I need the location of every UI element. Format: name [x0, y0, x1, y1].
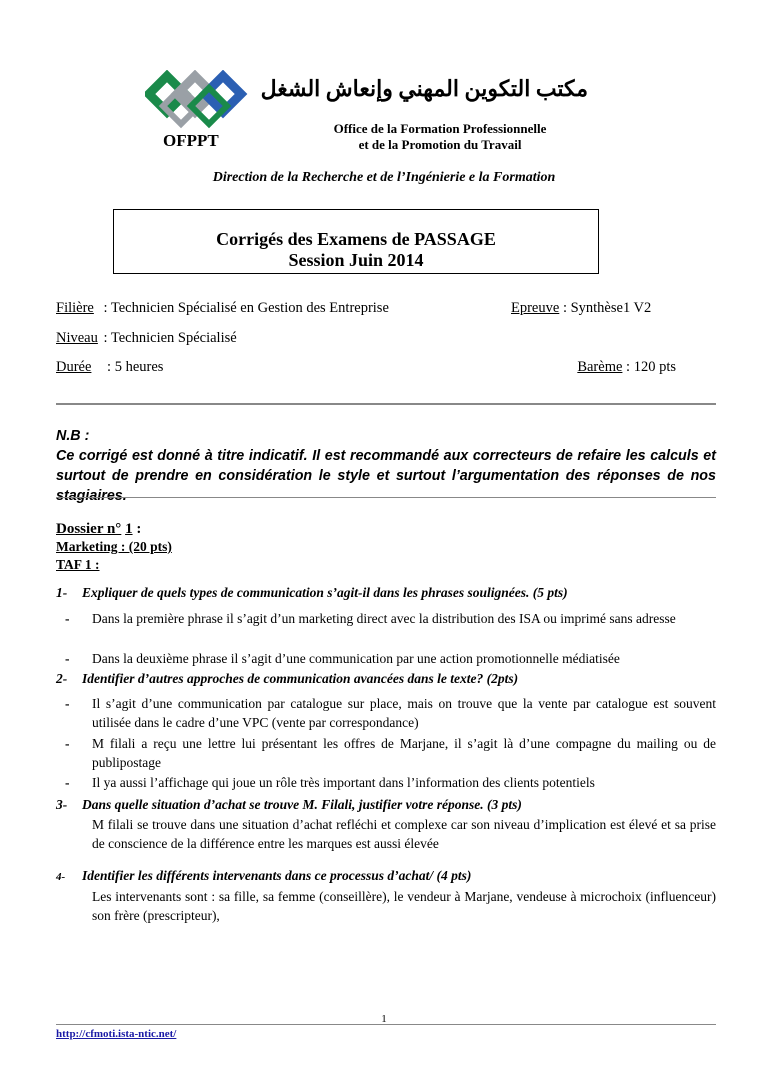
question-text: Dans quelle situation d’achat se trouve M. Filali, justifier votre réponse. (3 pts): [82, 797, 522, 812]
logo-text: OFPPT: [163, 131, 219, 150]
duree-label: Durée: [56, 359, 92, 375]
question-2: [56, 671, 716, 687]
list-item-text: M filali a reçu une lettre lui présentant les offres de Marjane, il s’agit là d’une compagne du mailing ou de publipostage: [92, 736, 716, 770]
list-item: [65, 773, 716, 792]
question-text: Expliquer de quels types de communication s’agit-il dans les phrases soulignées. (5 pts): [82, 585, 568, 600]
question-number: 3-: [56, 797, 68, 812]
divider: [56, 403, 716, 405]
dossier-label: Dossier n°: [56, 521, 122, 537]
title-line-2: Session Juin 2014: [288, 250, 424, 270]
answer-paragraph: M filali se trouve dans une situation d’achat refléchi et complexe car son niveau d’implication est élevé et sa prise de conscience de la différence entre les marques est aussi élevée: [92, 817, 716, 851]
dossier-suffix: :: [132, 521, 142, 537]
question-4: [56, 868, 716, 884]
niveau-label: Niveau: [56, 330, 98, 346]
duree-row: [56, 359, 676, 376]
duree-value: : 5 heures: [107, 359, 164, 375]
filiere-value: : Technicien Spécialisé en Gestion des Entreprise: [103, 300, 389, 316]
nb-note: [56, 426, 716, 506]
nb-title: N.B :: [56, 428, 90, 444]
direction-subtitle: Direction de la Recherche et de l’Ingénierie e la Formation: [212, 170, 556, 185]
epreuve-label: Epreuve: [511, 300, 560, 316]
question-3: [56, 797, 716, 813]
filiere-row: [56, 300, 676, 317]
dossier-heading: [56, 521, 141, 538]
question-text: Identifier d’autres approches de communication avancées dans le texte? (2pts): [82, 671, 519, 686]
ofppt-logo-icon: [145, 70, 265, 132]
list-item: [65, 609, 716, 628]
list-item-text: Il ya aussi l’affichage qui joue un rôle très important dans l’information des clients potentiels: [92, 775, 595, 790]
bullet-dash: -: [65, 651, 70, 666]
arabic-title: مكتب التكوين المهني وإنعاش الشغل: [260, 76, 588, 101]
taf-heading: TAF 1 :: [56, 557, 100, 572]
question-number: 4-: [56, 871, 66, 883]
bareme-field: [577, 359, 676, 376]
list-item-text: Dans la première phrase il s’agit d’un marketing direct avec la distribution des ISA ou imprimé sans adresse: [92, 611, 676, 626]
nb-text: Ce corrigé est donné à titre indicatif. Il est recommandé aux correcteurs de refaire les calculs et surtout de prendre en considération le style et surtout l’argumentation des réponses de nos stagiaires.: [56, 448, 716, 504]
office-line-1: Office de la Formation Professionnelle: [333, 121, 547, 136]
list-item-text: Il s’agit d’une communication par catalogue sur place, mais on trouve que la vente par catalogue est souvent utilisée dans le cadre d’une VPC (vente par correspondance): [92, 696, 716, 730]
bullet-dash: -: [65, 736, 70, 751]
question-1: [56, 585, 716, 601]
bullet-dash: -: [65, 775, 70, 790]
filiere-label: Filière: [56, 300, 94, 316]
marketing-heading: Marketing : (20 pts): [56, 539, 172, 554]
question-number: 1-: [56, 585, 68, 600]
office-line-2: et de la Promotion du Travail: [358, 137, 522, 152]
list-item: [65, 734, 716, 772]
list-item: [65, 649, 716, 668]
epreuve-value: : Synthèse1 V2: [562, 300, 652, 316]
page-number: 1: [381, 1013, 387, 1025]
footer-divider: [56, 1024, 716, 1025]
bareme-value: : 120 pts: [626, 359, 676, 375]
divider: [56, 497, 716, 498]
title-line-1: Corrigés des Examens de PASSAGE: [216, 229, 496, 249]
list-item: [65, 694, 716, 732]
dossier-number: 1: [125, 521, 133, 537]
niveau-row: [56, 330, 676, 347]
bullet-dash: -: [65, 611, 70, 626]
question-text: Identifier les différents intervenants dans ce processus d’achat/ (4 pts): [82, 868, 472, 883]
footer-link[interactable]: http://cfmoti.ista-ntic.net/: [56, 1028, 177, 1040]
niveau-value: : Technicien Spécialisé: [103, 330, 237, 346]
epreuve-field: [511, 300, 651, 317]
bullet-dash: -: [65, 696, 70, 711]
question-number: 2-: [56, 671, 68, 686]
answer-paragraph: Les intervenants sont : sa fille, sa femme (conseillère), le vendeur à Marjane, vendeuse à microchoix (influenceur) son frère (prescripteur),: [92, 889, 716, 923]
bareme-label: Barème: [577, 359, 623, 375]
list-item-text: Dans la deuxième phrase il s’agit d’une communication par une action promotionnelle médiatisée: [92, 651, 620, 666]
title-box: [113, 209, 599, 274]
office-name: [290, 121, 590, 153]
